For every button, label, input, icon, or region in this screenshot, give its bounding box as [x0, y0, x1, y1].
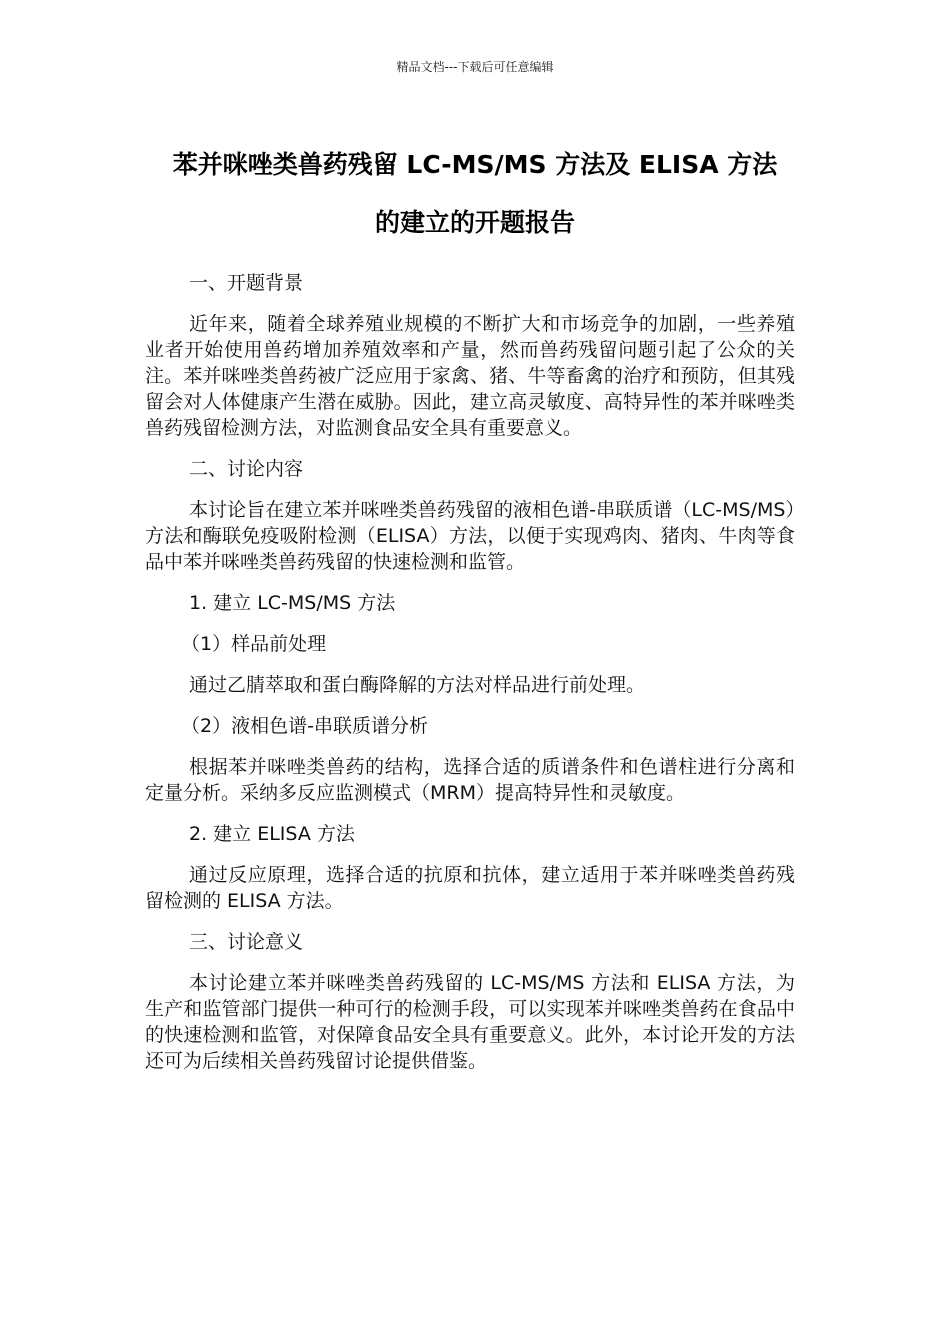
subitem-text-pretreatment: 通过乙腈萃取和蛋白酶降解的方法对样品进行前处理。 — [189, 674, 646, 696]
title-line-2: 的建立的开题报告 — [374, 208, 575, 237]
section-heading-content: 二、讨论内容 — [189, 458, 304, 480]
subitem-text-analysis: 根据苯并咪唑类兽药的结构，选择合适的质谱条件和色谱柱进行分离和定量分析。采纳多反应监测模式（MRM）提高特异性和灵敏度。 — [145, 756, 795, 804]
section-heading-background: 一、开题背景 — [189, 272, 304, 294]
subitem-heading-pretreatment: （1）样品前处理 — [181, 633, 327, 655]
section-heading-significance: 三、讨论意义 — [189, 931, 304, 953]
item-heading-lcms: 1. 建立 LC-MS/MS 方法 — [189, 592, 396, 614]
title-line-1: 苯并咪唑类兽药残留 LC-MS/MS 方法及 ELISA 方法 — [172, 150, 778, 179]
document-body — [145, 270, 795, 1089]
paragraph-significance: 本讨论建立苯并咪唑类兽药残留的 LC-MS/MS 方法和 ELISA 方法，为生产和监管部门提供一种可行的检测手段，可以实现苯并咪唑类兽药在食品中的快速检测和监管，对保障食品安全具有重要意义。此外，本讨论开发的方法还可为后续相关兽药残留讨论提供借鉴。 — [145, 972, 795, 1072]
subitem-heading-analysis: （2）液相色谱-串联质谱分析 — [181, 715, 428, 737]
item-text-elisa: 通过反应原理，选择合适的抗原和抗体，建立适用于苯并咪唑类兽药残留检测的 ELISA 方法。 — [145, 864, 795, 912]
document-title — [100, 136, 850, 252]
item-heading-elisa: 2. 建立 ELISA 方法 — [189, 823, 355, 845]
header-note: 精品文档---下载后可任意编辑 — [396, 60, 554, 74]
paragraph-content: 本讨论旨在建立苯并咪唑类兽药残留的液相色谱-串联质谱（LC-MS/MS）方法和酶联免疫吸附检测（ELISA）方法，以便于实现鸡肉、猪肉、牛肉等食品中苯并咪唑类兽药残留的快速检测和监管。 — [145, 499, 795, 573]
paragraph-background: 近年来，随着全球养殖业规模的不断扩大和市场竞争的加剧，一些养殖业者开始使用兽药增加养殖效率和产量，然而兽药残留问题引起了公众的关注。苯并咪唑类兽药被广泛应用于家禽、猪、牛等畜禽的治疗和预防，但其残留会对人体健康产生潜在威胁。因此，建立高灵敏度、高特异性的苯并咪唑类兽药残留检测方法，对监测食品安全具有重要意义。 — [145, 313, 795, 439]
